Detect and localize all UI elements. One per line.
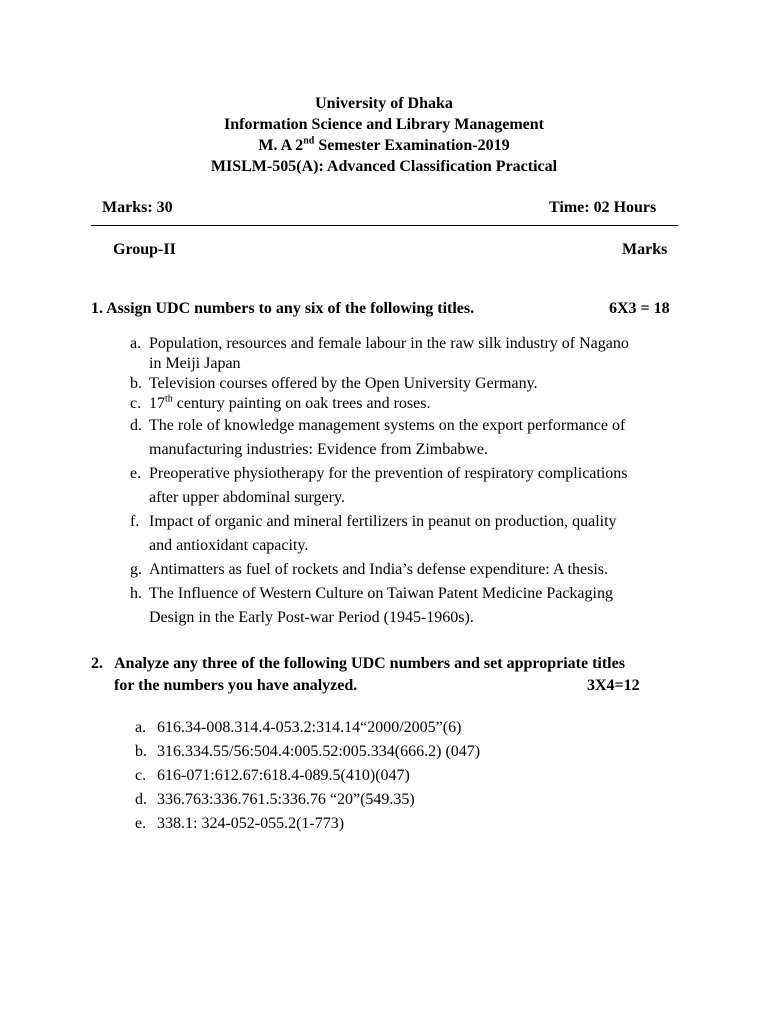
item-prefix: 17: [149, 395, 165, 412]
list-item: [130, 374, 684, 394]
item-line: manufacturing industries: Evidence from Zimbabwe.: [149, 441, 489, 458]
item-marker: d.: [135, 791, 147, 808]
exam-time: Time: 02 Hours: [549, 199, 657, 216]
list-item: [130, 582, 684, 630]
item-suffix: century painting on oak trees and roses.: [172, 395, 431, 412]
question-1-list: [130, 334, 684, 630]
list-item: [130, 414, 684, 462]
item-line: The Influence of Western Culture on Taiwan Patent Medicine Packaging: [149, 585, 613, 602]
item-marker: e.: [130, 465, 142, 482]
item-marker: e.: [135, 815, 147, 832]
list-item: [135, 788, 657, 812]
item-marker: g.: [130, 561, 142, 578]
item-marker: c.: [135, 767, 147, 784]
list-item: [135, 764, 657, 788]
item-line: Television courses offered by the Open University Germany.: [149, 375, 538, 392]
item-marker: f.: [130, 513, 140, 530]
list-item: [130, 393, 684, 414]
question-1-title: 1. Assign UDC numbers to any six of the following titles.: [91, 300, 475, 317]
item-line: Antimatters as fuel of rockets and India’s defense expenditure: A thesis.: [149, 561, 608, 578]
item-line: Impact of organic and mineral fertilizers in peanut on production, quality: [149, 513, 617, 530]
item-marker: b.: [130, 375, 142, 392]
item-ordinal: th: [165, 393, 173, 405]
item-line: The role of knowledge management systems on the export performance of: [149, 417, 626, 434]
exam-title: [0, 135, 768, 156]
exam-ordinal: nd: [303, 135, 315, 147]
university-name: University of Dhaka: [315, 95, 453, 112]
list-item: [130, 510, 684, 558]
question-1-marks: 6X3 = 18: [609, 300, 670, 317]
item-marker: h.: [130, 585, 142, 602]
list-item: [135, 716, 657, 740]
list-item: [135, 740, 657, 764]
item-line: after upper abdominal surgery.: [149, 489, 345, 506]
header-divider: [91, 225, 678, 226]
item-marker: a.: [130, 335, 142, 352]
total-marks: Marks: 30: [102, 199, 173, 216]
marks-heading: Marks: [622, 241, 668, 258]
question-2-line-1: Analyze any three of the following UDC numbers and set appropriate titles: [114, 655, 625, 672]
question-2-list: [135, 716, 657, 836]
item-marker: b.: [135, 743, 147, 760]
course-title: MISLM-505(A): Advanced Classification Practical: [210, 158, 558, 175]
udc-number: 338.1: 324-052-055.2(1-773): [157, 815, 345, 832]
list-item: [130, 334, 684, 374]
question-2-number: 2.: [91, 655, 103, 672]
exam-prefix: M. A 2: [258, 137, 304, 154]
item-marker: d.: [130, 417, 142, 434]
item-line: in Meiji Japan: [149, 355, 241, 372]
udc-number: 616-071:612.67:618.4-089.5(410)(047): [157, 767, 410, 784]
item-line: Population, resources and female labour in the raw silk industry of Nagano: [149, 335, 629, 352]
group-label: Group-II: [113, 241, 176, 258]
udc-number: 616.34-008.314.4-053.2:314.14“2000/2005”(6): [157, 719, 462, 736]
list-item: [135, 812, 657, 836]
question-2-marks: 3X4=12: [587, 677, 640, 694]
department-name: Information Science and Library Management: [224, 116, 544, 133]
item-line: Design in the Early Post-war Period (1945-1960s).: [149, 609, 474, 626]
question-2-line-2: for the numbers you have analyzed.: [114, 677, 358, 694]
exam-header: [0, 93, 768, 177]
list-item: [130, 558, 684, 582]
list-item: [130, 462, 684, 510]
item-line: and antioxidant capacity.: [149, 537, 309, 554]
item-line: Preoperative physiotherapy for the prevention of respiratory complications: [149, 465, 628, 482]
udc-number: 316.334.55/56:504.4:005.52:005.334(666.2) (047): [157, 743, 481, 760]
exam-suffix: Semester Examination-2019: [314, 137, 510, 154]
udc-number: 336.763:336.761.5:336.76 “20”(549.35): [157, 791, 415, 808]
item-marker: c.: [130, 395, 142, 412]
item-marker: a.: [135, 719, 147, 736]
